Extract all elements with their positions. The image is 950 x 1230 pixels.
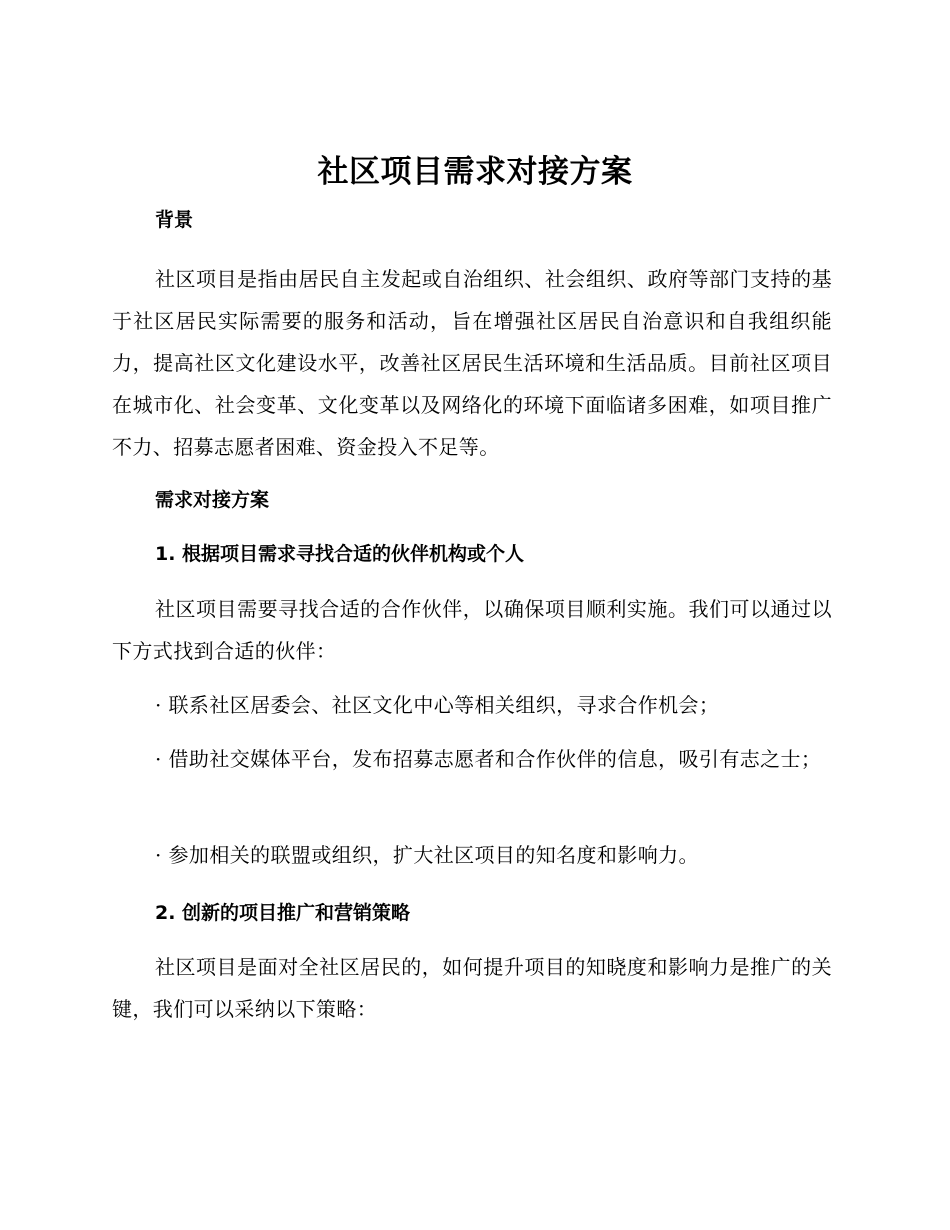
bullet-item: · 联系社区居委会、社区文化中心等相关组织，寻求合作机会； xyxy=(155,693,720,717)
paragraph-promotion: 社区项目是面对全社区居民的，如何提升项目的知晓度和影响力是推广的关键，我们可以采纳以下策略： xyxy=(112,955,832,1021)
subsection-heading-promotion: 2. 创新的项目推广和营销策略 xyxy=(155,902,411,924)
bullet-item: · 借助社交媒体平台，发布招募志愿者和合作伙伴的信息，吸引有志之士； xyxy=(155,747,822,771)
paragraph-partners: 社区项目需要寻找合适的合作伙伴，以确保项目顺利实施。我们可以通过以下方式找到合适的伙伴： xyxy=(112,597,832,663)
document-title: 社区项目需求对接方案 xyxy=(317,154,633,190)
subsection-heading-partners: 1. 根据项目需求寻找合适的伙伴机构或个人 xyxy=(155,543,525,565)
section-heading-background: 背景 xyxy=(155,209,194,231)
section-heading-plan: 需求对接方案 xyxy=(155,489,270,511)
paragraph-background: 社区项目是指由居民自主发起或自治组织、社会组织、政府等部门支持的基于社区居民实际需要的服务和活动，旨在增强社区居民自治意识和自我组织能力，提高社区文化建设水平，改善社区居民生活环境和生活品质。目前社区项目在城市化、社会变革、文化变革以及网络化的环境下面临诸多困难，如项目推广不力、招募志愿者困难、资金投入不足等。 xyxy=(112,267,832,459)
bullet-item: · 参加相关的联盟或组织，扩大社区项目的知名度和影响力。 xyxy=(155,843,699,867)
